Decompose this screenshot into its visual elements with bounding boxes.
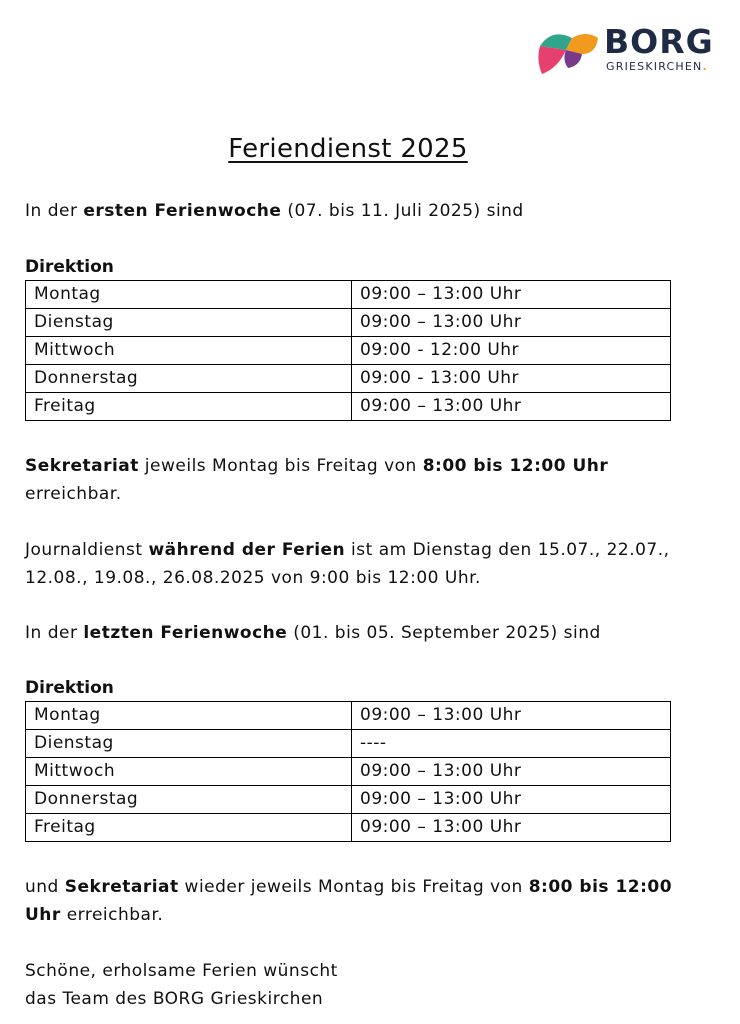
closing-line-2: das Team des BORG Grieskirchen [25, 989, 324, 1009]
table-row [26, 365, 671, 393]
sekretariat-week1: Sekretariat jeweils Montag bis Freitag von 8:00 bis 12:00 Uhr erreichbar. [25, 456, 609, 504]
table-row [26, 758, 671, 786]
page-title: Feriendienst 2025 [228, 134, 468, 164]
time-cell: 09:00 – 13:00 Uhr [352, 702, 671, 730]
sekretariat-week2: und Sekretariat wieder jeweils Montag bis Freitag von 8:00 bis 12:00 Uhr erreichbar. [25, 877, 673, 925]
table-row [26, 281, 671, 309]
week1-label: Direktion [25, 257, 114, 277]
logo-mark-icon [536, 24, 600, 76]
time-cell: 09:00 - 12:00 Uhr [352, 337, 671, 365]
day-cell: Donnerstag [26, 365, 352, 393]
table-row [26, 814, 671, 842]
time-cell: 09:00 – 13:00 Uhr [352, 758, 671, 786]
time-cell: 09:00 – 13:00 Uhr [352, 393, 671, 421]
closing-line-1: Schöne, erholsame Ferien wünscht [25, 961, 338, 981]
day-cell: Montag [26, 702, 352, 730]
day-cell: Mittwoch [26, 337, 352, 365]
day-cell: Freitag [26, 814, 352, 842]
table-row [26, 786, 671, 814]
table-row [26, 337, 671, 365]
day-cell: Donnerstag [26, 786, 352, 814]
borg-logo [536, 24, 726, 76]
week2-intro: In der letzten Ferienwoche (01. bis 05. September 2025) sind [25, 623, 601, 643]
time-cell: 09:00 – 13:00 Uhr [352, 309, 671, 337]
logo-wordmark: BORG [604, 22, 714, 61]
day-cell: Freitag [26, 393, 352, 421]
table-row [26, 730, 671, 758]
time-cell: 09:00 – 13:00 Uhr [352, 786, 671, 814]
table-row [26, 393, 671, 421]
week1-intro: In der ersten Ferienwoche (07. bis 11. Juli 2025) sind [25, 201, 524, 221]
day-cell: Montag [26, 281, 352, 309]
journaldienst-paragraph: Journaldienst während der Ferien ist am Dienstag den 15.07., 22.07., 12.08., 19.08., 26.08.2025 von 9:00 bis 12:00 Uhr. [25, 540, 670, 588]
week1-hours-table [25, 280, 671, 421]
time-cell: 09:00 - 13:00 Uhr [352, 365, 671, 393]
week2-label: Direktion [25, 678, 114, 698]
closing-greeting [25, 957, 705, 1013]
table-row [26, 702, 671, 730]
day-cell: Dienstag [26, 730, 352, 758]
time-cell: 09:00 – 13:00 Uhr [352, 814, 671, 842]
week2-hours-table [25, 701, 671, 842]
day-cell: Mittwoch [26, 758, 352, 786]
day-cell: Dienstag [26, 309, 352, 337]
table-row [26, 309, 671, 337]
time-cell: ---- [352, 730, 671, 758]
time-cell: 09:00 – 13:00 Uhr [352, 281, 671, 309]
logo-subtitle: GRIESKIRCHEN. [606, 60, 708, 73]
